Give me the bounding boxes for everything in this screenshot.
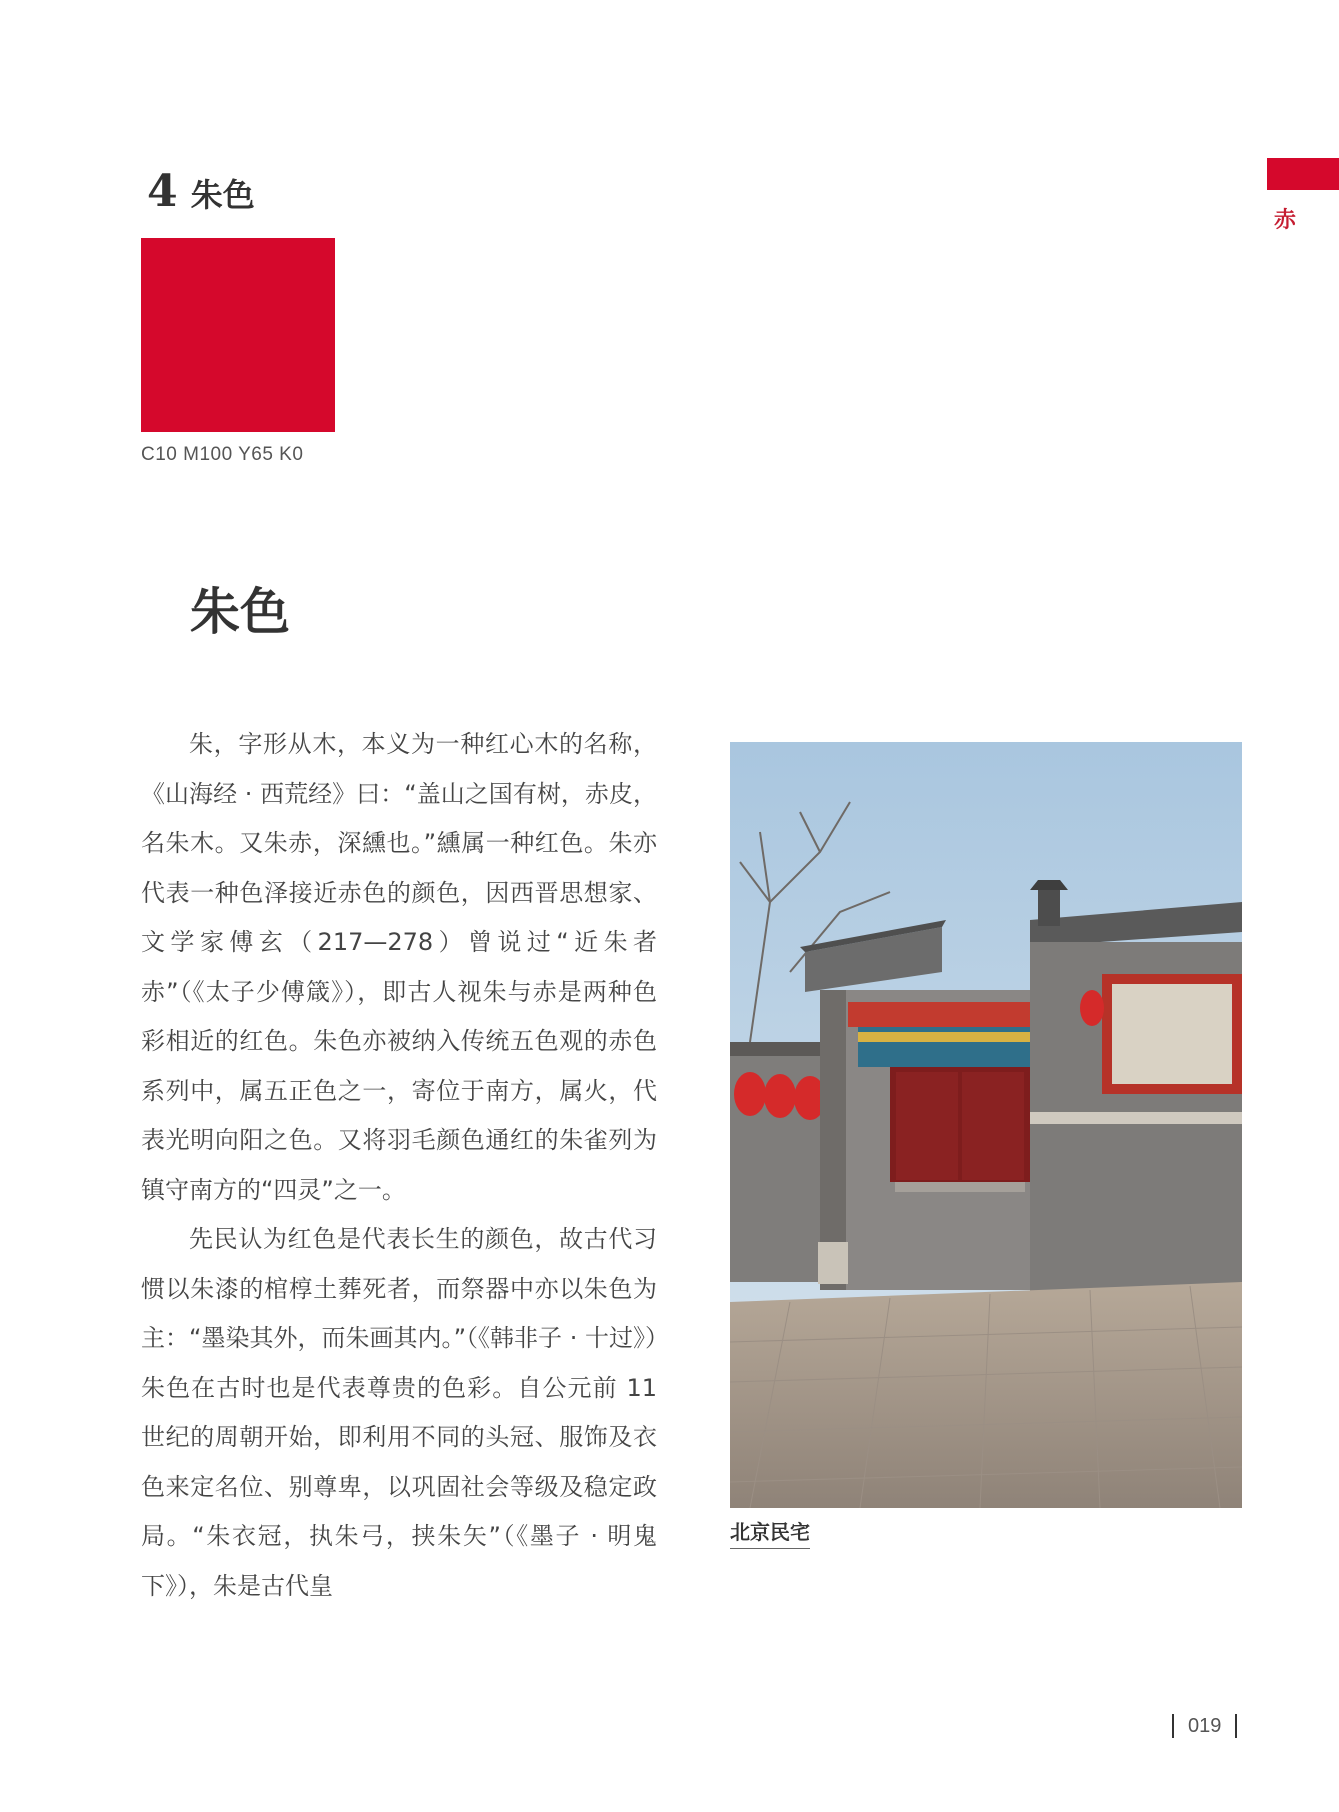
section-number: 4 — [147, 166, 178, 217]
body-paragraph-1: 朱，字形从木，本义为一种红心木的名称，《山海经 · 西荒经》曰：“盖山之国有树，赤皮，名朱木。又朱赤，深纁也。”纁属一种红色。朱亦代表一种色泽接近赤色的颜色，因西晋思想家、文学家傅玄（217—278）曾说过“近朱者赤”（《太子少傅箴》），即古人视朱与赤是两种色彩相近的红色。朱色亦被纳入传统五色观的赤色系列中，属五正色之一，寄位于南方，属火，代表光明向阳之色。又将羽毛颜色通红的朱雀列为镇守南方的“四灵”之一。 — [141, 730, 657, 1204]
cmyk-values: C10 M100 Y65 K0 — [141, 444, 304, 465]
color-swatch — [141, 238, 335, 432]
side-tab-label: 赤 — [1274, 208, 1297, 233]
folio-right-rule — [1235, 1714, 1237, 1738]
section-heading-text: 朱色 — [190, 176, 255, 214]
section-heading — [147, 166, 255, 217]
page-folio — [1172, 1714, 1237, 1738]
folio-left-rule — [1172, 1714, 1174, 1738]
page-number: 019 — [1188, 1714, 1222, 1737]
article-body — [141, 720, 657, 1611]
article-title: 朱色 — [190, 582, 290, 641]
photo-caption: 北京民宅 — [730, 1516, 810, 1549]
side-tab-color-block — [1267, 158, 1339, 190]
courtyard-gate-photo — [730, 742, 1242, 1508]
body-paragraph-2: 先民认为红色是代表长生的颜色，故古代习惯以朱漆的棺椁土葬死者，而祭器中亦以朱色为主：“墨染其外，而朱画其内。”（《韩非子 · 十过》）朱色在古时也是代表尊贵的色彩。自公元前 11 世纪的周朝开始，即利用不同的头冠、服饰及衣色来定名位、别尊卑，以巩固社会等级及稳定政局。“朱衣冠，执朱弓，挟朱矢”（《墨子 · 明鬼下》），朱是古代皇 — [141, 1225, 657, 1600]
